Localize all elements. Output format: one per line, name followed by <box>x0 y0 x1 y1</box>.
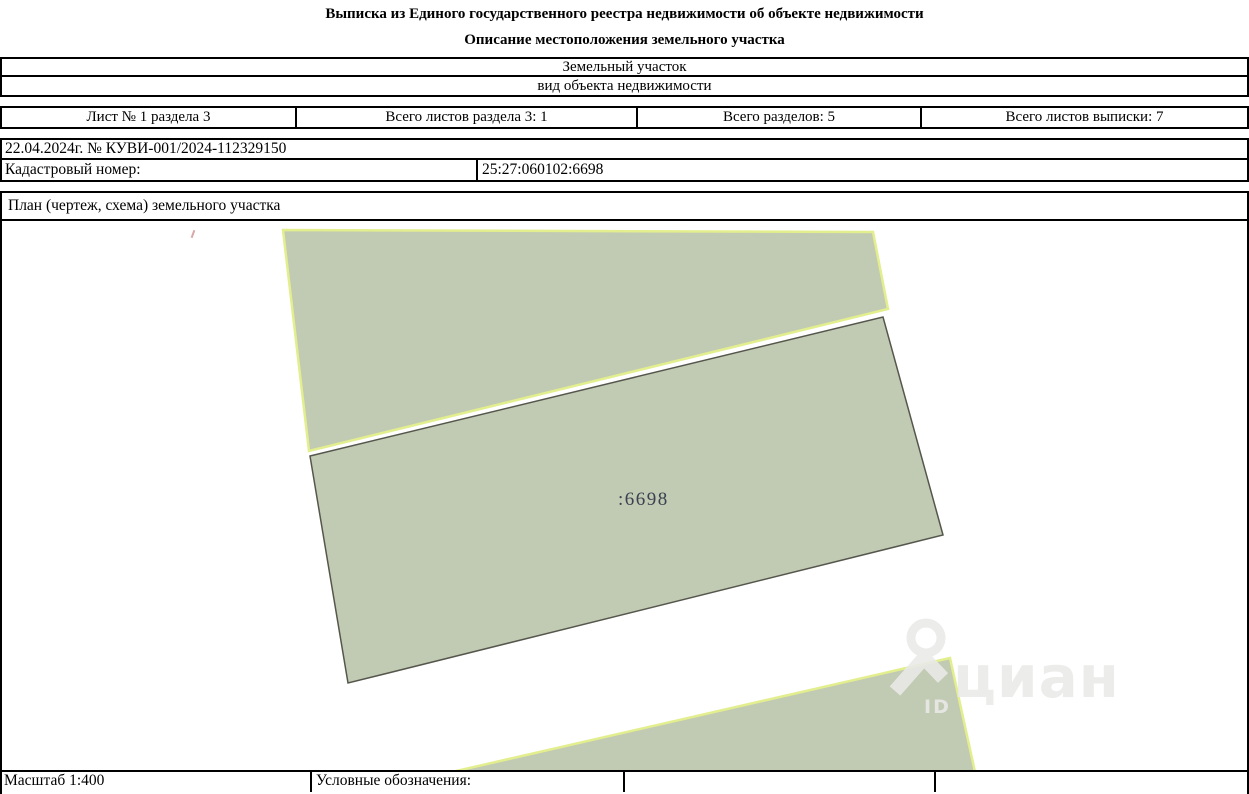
watermark-brand-text: циан <box>953 643 1120 711</box>
object-type-caption: вид объекта недвижимости <box>537 77 712 94</box>
adjacent-parcel-bottom <box>452 658 975 771</box>
watermark-id-text: ID <box>924 696 951 718</box>
document-title: Выписка из Единого государственного реестра недвижимости об объекте недвижимости <box>325 6 924 22</box>
cian-watermark <box>895 623 1120 718</box>
legend-label: Условные обозначения: <box>312 772 625 792</box>
sheet-number-cell: Лист № 1 раздела 3 <box>2 108 297 127</box>
section-sheets-cell: Всего листов раздела 3: 1 <box>297 108 638 127</box>
sheet-info-table <box>0 106 1249 129</box>
footer-empty-cell <box>936 772 1247 792</box>
footer-empty-cell <box>625 772 936 792</box>
scale-label: Масштаб 1:400 <box>2 772 312 792</box>
total-sheets-cell: Всего листов выписки: 7 <box>1005 109 1164 125</box>
cadastral-number-value: 25:27:060102:6698 <box>482 161 604 178</box>
plan-header: План (чертеж, схема) земельного участка <box>2 193 1247 221</box>
plan-footer <box>2 772 1247 792</box>
watermark-pin-icon <box>911 623 941 653</box>
plan-canvas <box>2 221 1247 772</box>
date-number-row: 22.04.2024г. № КУВИ-001/2024-112329150 <box>2 140 1247 160</box>
cadastral-number-label: Кадастровый номер: <box>2 160 478 180</box>
document-subtitle: Описание местоположения земельного участка <box>464 32 785 48</box>
plan-svg <box>2 221 1245 771</box>
object-type-value: Земельный участок <box>2 59 1247 77</box>
document-info-table <box>0 138 1249 182</box>
object-type-table <box>0 57 1249 97</box>
plan-section <box>0 191 1249 794</box>
parcel-label: :6698 <box>618 489 669 510</box>
total-sections-cell: Всего разделов: 5 <box>638 108 922 127</box>
